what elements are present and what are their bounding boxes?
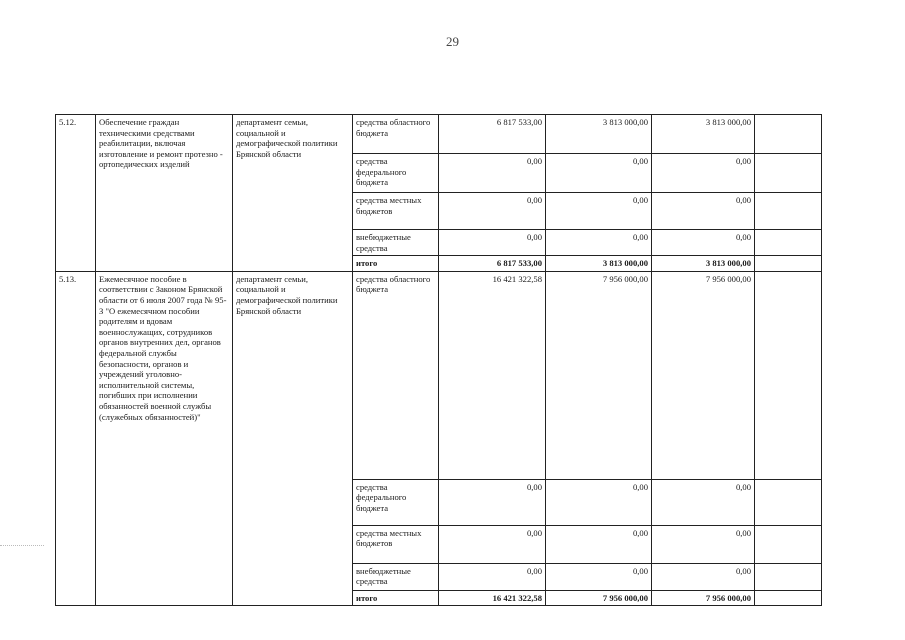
amount-cell: 0,00 [652,193,755,230]
item-number: 5.12. [56,115,96,272]
margin-mark [0,545,44,546]
empty-cell [755,590,822,606]
amount-cell: 0,00 [546,230,652,256]
source-label: средства областного бюджета [353,271,439,479]
table-row [56,271,822,479]
budget-table [55,114,822,606]
empty-cell [755,256,822,272]
source-label: средства местных бюджетов [353,193,439,230]
total-amount: 7 956 000,00 [546,590,652,606]
amount-cell: 0,00 [439,230,546,256]
item-number: 5.13. [56,271,96,606]
page-number: 29 [446,34,459,49]
total-amount: 6 817 533,00 [439,256,546,272]
total-amount: 3 813 000,00 [652,256,755,272]
empty-cell [755,193,822,230]
amount-cell: 6 817 533,00 [439,115,546,154]
amount-cell: 0,00 [439,525,546,563]
amount-cell: 7 956 000,00 [546,271,652,479]
amount-cell: 3 813 000,00 [546,115,652,154]
empty-cell [755,525,822,563]
empty-cell [755,563,822,590]
empty-cell [755,154,822,193]
source-label: средства областного бюджета [353,115,439,154]
total-amount: 16 421 322,58 [439,590,546,606]
total-label: итого [353,256,439,272]
total-amount: 7 956 000,00 [652,590,755,606]
amount-cell: 0,00 [439,193,546,230]
amount-cell: 3 813 000,00 [652,115,755,154]
total-label: итого [353,590,439,606]
responsible-department: департамент семьи, социальной и демографической политики Брянской области [233,271,353,606]
empty-cell [755,271,822,479]
empty-cell [755,115,822,154]
amount-cell: 0,00 [439,154,546,193]
responsible-department: департамент семьи, социальной и демографической политики Брянской области [233,115,353,272]
amount-cell: 0,00 [652,563,755,590]
amount-cell: 7 956 000,00 [652,271,755,479]
source-label: внебюджетные средства [353,563,439,590]
table-row [56,115,822,154]
amount-cell: 0,00 [652,154,755,193]
amount-cell: 0,00 [652,525,755,563]
amount-cell: 0,00 [546,525,652,563]
amount-cell: 0,00 [546,563,652,590]
amount-cell: 16 421 322,58 [439,271,546,479]
amount-cell: 0,00 [439,563,546,590]
empty-cell [755,230,822,256]
item-name: Ежемесячное пособие в соответствии с Законом Брянской области от 6 июля 2007 года № 95-З "О ежемесячном пособии родителям и вдовам военнослужащих, сотрудников органов внутренних дел, органов федеральной службы безопасности, органов и учреждений уголовно-исполнительной системы, погибших при исполнении обязанностей военной службы (служебных обязанностей)" [96,271,233,606]
amount-cell: 0,00 [546,479,652,525]
amount-cell: 0,00 [546,193,652,230]
source-label: средства местных бюджетов [353,525,439,563]
amount-cell: 0,00 [652,479,755,525]
source-label: внебюджетные средства [353,230,439,256]
amount-cell: 0,00 [652,230,755,256]
total-amount: 3 813 000,00 [546,256,652,272]
amount-cell: 0,00 [546,154,652,193]
source-label: средства федерального бюджета [353,479,439,525]
item-name: Обеспечение граждан техническими средствами реабилитации, включая изготовление и ремонт протезно - ортопедических изделий [96,115,233,272]
source-label: средства федерального бюджета [353,154,439,193]
empty-cell [755,479,822,525]
amount-cell: 0,00 [439,479,546,525]
